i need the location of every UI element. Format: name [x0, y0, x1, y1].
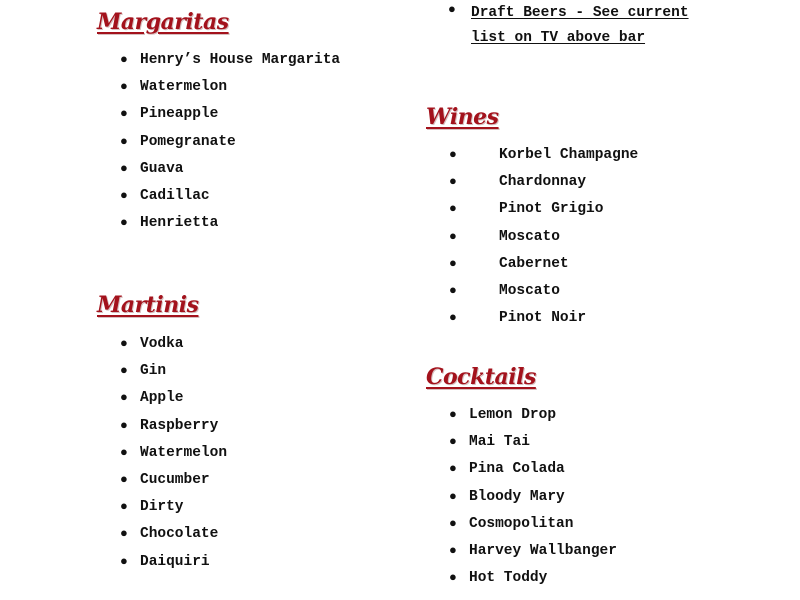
- item-label: Moscato: [499, 228, 560, 245]
- bullet-icon: ●: [449, 282, 457, 298]
- item-label: Chardonnay: [499, 174, 587, 191]
- bullet-icon: ●: [449, 255, 457, 271]
- bullet-icon: ●: [120, 444, 128, 460]
- item-label: Cadillac: [140, 187, 210, 204]
- item-label: Cucumber: [140, 471, 210, 488]
- item-label: Dirty: [140, 499, 184, 516]
- bullet-icon: ●: [120, 187, 128, 203]
- bullet-icon: ●: [120, 79, 128, 95]
- item-label: Pineapple: [140, 106, 219, 123]
- cocktails-heading: Cocktails: [426, 364, 536, 390]
- item-label: Apple: [140, 390, 184, 407]
- bullet-icon: ●: [449, 515, 457, 531]
- item-label: Guava: [140, 160, 184, 177]
- bullet-icon: ●: [120, 363, 128, 379]
- item-label: Pinot Grigio: [499, 201, 604, 218]
- item-label: Korbel Champagne: [499, 147, 639, 163]
- bullet-icon: ●: [449, 461, 457, 477]
- bullet-icon: ●: [449, 570, 457, 586]
- bullet-icon: ●: [120, 417, 128, 433]
- item-label: Cosmopolitan: [469, 515, 574, 532]
- item-label: Pomegranate: [140, 133, 236, 150]
- item-label: Chocolate: [140, 526, 219, 543]
- item-label: Henry’s House Margarita: [140, 52, 341, 68]
- item-label: Cabernet: [499, 255, 569, 272]
- item-label: Mai Tai: [469, 434, 530, 451]
- item-label: Vodka: [140, 336, 184, 352]
- margaritas-heading: Margaritas: [97, 9, 229, 35]
- item-label: Hot Toddy: [469, 570, 548, 587]
- item-label: Watermelon: [140, 444, 228, 461]
- bullet-icon: ●: [449, 147, 457, 162]
- bullet-icon: ●: [449, 407, 457, 422]
- bullet-icon: ●: [120, 106, 128, 122]
- wines-heading: Wines: [426, 104, 499, 130]
- martinis-heading: Martinis: [97, 292, 199, 318]
- item-label: Lemon Drop: [469, 407, 557, 423]
- bullet-icon: ●: [449, 434, 457, 450]
- bullet-icon: ●: [449, 488, 457, 504]
- item-label: Raspberry: [140, 417, 219, 434]
- bullet-icon: ●: [120, 160, 128, 176]
- bullet-icon: ●: [449, 201, 457, 217]
- bullet-icon: ●: [120, 52, 128, 67]
- item-label: Watermelon: [140, 79, 228, 96]
- item-label: Gin: [140, 363, 167, 380]
- bullet-icon: ●: [120, 526, 128, 542]
- item-label: Pinot Noir: [499, 310, 587, 327]
- bullet-icon: ●: [449, 174, 457, 190]
- bullet-icon: ●: [449, 228, 457, 244]
- bullet-icon: ●: [449, 542, 457, 558]
- bullet-icon: ●: [448, 2, 456, 17]
- item-label: Daiquiri: [140, 553, 210, 570]
- bullet-icon: ●: [120, 471, 128, 487]
- bullet-icon: ●: [120, 499, 128, 515]
- draft-beers-text: Draft Beers - See current list on TV above bar: [471, 5, 689, 46]
- bullet-icon: ●: [120, 215, 128, 231]
- bullet-icon: ●: [449, 310, 457, 326]
- item-label: Pina Colada: [469, 461, 565, 478]
- item-label: Bloody Mary: [469, 488, 565, 505]
- bullet-icon: ●: [120, 553, 128, 569]
- bullet-icon: ●: [120, 133, 128, 149]
- item-label: Moscato: [499, 282, 560, 299]
- bullet-icon: ●: [120, 390, 128, 406]
- item-label: Harvey Wallbanger: [469, 542, 617, 559]
- item-label: Henrietta: [140, 215, 219, 232]
- bullet-icon: ●: [120, 336, 128, 351]
